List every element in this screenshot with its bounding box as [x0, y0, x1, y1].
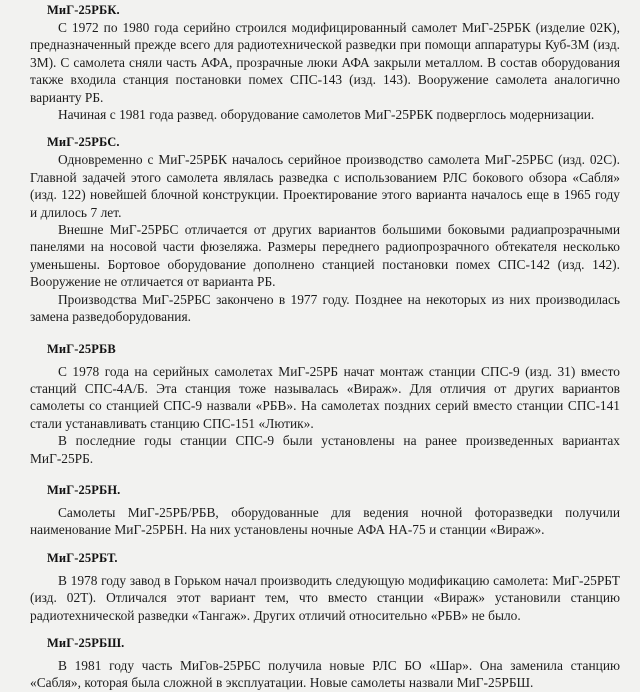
- section-mig-25rbn: [30, 482, 620, 539]
- section-mig-25rbt: [30, 550, 620, 624]
- section-spacer: [30, 467, 620, 482]
- paragraph: Самолеты МиГ-25РБ/РБВ, оборудованные для ведения ночной фоторазведки получили наименование МиГ-25РБН. На них установлены ночные АФА НА-75 и станции «Вираж».: [30, 504, 620, 538]
- section-mig-25rbk: [30, 2, 620, 123]
- paragraph: Внешне МиГ-25РБС отличается от других вариантов большими боковыми радиапрозрачными панелями на носовой части фюзеляжа. Размеры переднего радиопрозрачного обтекателя несколько уменьшены. Бортовое оборудование дополнено станцией постановки помех СПС-142 (изд. 142). Вооружение не отличается от варианта РБ.: [30, 222, 620, 290]
- section-heading-mig-25rbt: МиГ-25РБТ.: [47, 550, 118, 565]
- section-heading-mig-25rbn: МиГ-25РБН.: [47, 482, 121, 497]
- section-spacer: [30, 624, 620, 635]
- section-heading-mig-25rbv: МиГ-25РБВ: [47, 341, 116, 356]
- document-body: [30, 2, 620, 692]
- section-spacer: [30, 539, 620, 550]
- paragraph: С 1972 по 1980 года серийно строился модифицированный самолет МиГ-25РБК (изделие 02К), предназначенный прежде всего для радиотехнической разведки при помощи аппаратуры Куб-3М (изд. 3М). С самолета сняли часть АФА, прозрачные люки АФА закрыли металлом. В состав оборудования также входила станция постановки помех СПС-143 (изд. 143). Вооружение самолета аналогично варианту РБ.: [30, 20, 620, 105]
- section-mig-25rbs: [30, 134, 620, 325]
- paragraph: Начиная с 1981 года развед. оборудование самолетов МиГ-25РБК подверглось модернизации.: [58, 107, 595, 123]
- section-mig-25rbv: [30, 341, 620, 467]
- section-heading-mig-25rbsh: МиГ-25РБШ.: [47, 635, 125, 650]
- section-heading-mig-25rbk: МиГ-25РБК.: [47, 3, 120, 17]
- paragraph: В 1978 году завод в Горьком начал производить следующую модификацию самолета: МиГ-25РБТ (изд. 02Т). Отличался этот вариант тем, что вместо станции «Вираж» установили станцию радиотехнической разведки «Тангаж». Других отличий относительно «РБВ» не было.: [30, 572, 620, 623]
- paragraph: В 1981 году часть МиГов-25РБС получила новые РЛС БО «Шар». Она заменила станцию «Сабля», которая была сложной в эксплуатации. Новые самолеты назвали МиГ-25РБШ.: [30, 657, 620, 691]
- section-spacer: [30, 326, 620, 341]
- section-heading-mig-25rbs: МиГ-25РБС.: [47, 135, 120, 150]
- paragraph: В последние годы станции СПС-9 были установлены на ранее произведенных вариантах МиГ-25РБ.: [30, 433, 620, 466]
- paragraph: Производства МиГ-25РБС закончено в 1977 году. Позднее на некоторых из них производилась замена разведоборудования.: [30, 291, 620, 325]
- section-spacer: [30, 123, 620, 134]
- paragraph: Одновременно с МиГ-25РБК началось серийное производство самолета МиГ-25РБС (изд. 02С). Главной задачей этого самолета являлась разведка с использованием РЛС бокового обзора «Сабля» (изд. 122) новейшей блочной конструкции. Проектирование этого варианта началось еще в 1965 году и длилось 7 лет.: [30, 152, 620, 220]
- section-mig-25rbsh: [30, 635, 620, 692]
- paragraph: С 1978 года на серийных самолетах МиГ-25РБ начат монтаж станции СПС-9 (изд. 31) вместо станций СПС-4А/Б. Эта станция тоже называлась «Вираж». Для отличия от других вариантов самолеты со станцией СПС-9 назвали «РБВ». На самолетах поздних серий вместо станции СПС-141 стали устанавливать станцию СПС-151 «Лютик».: [30, 363, 620, 431]
